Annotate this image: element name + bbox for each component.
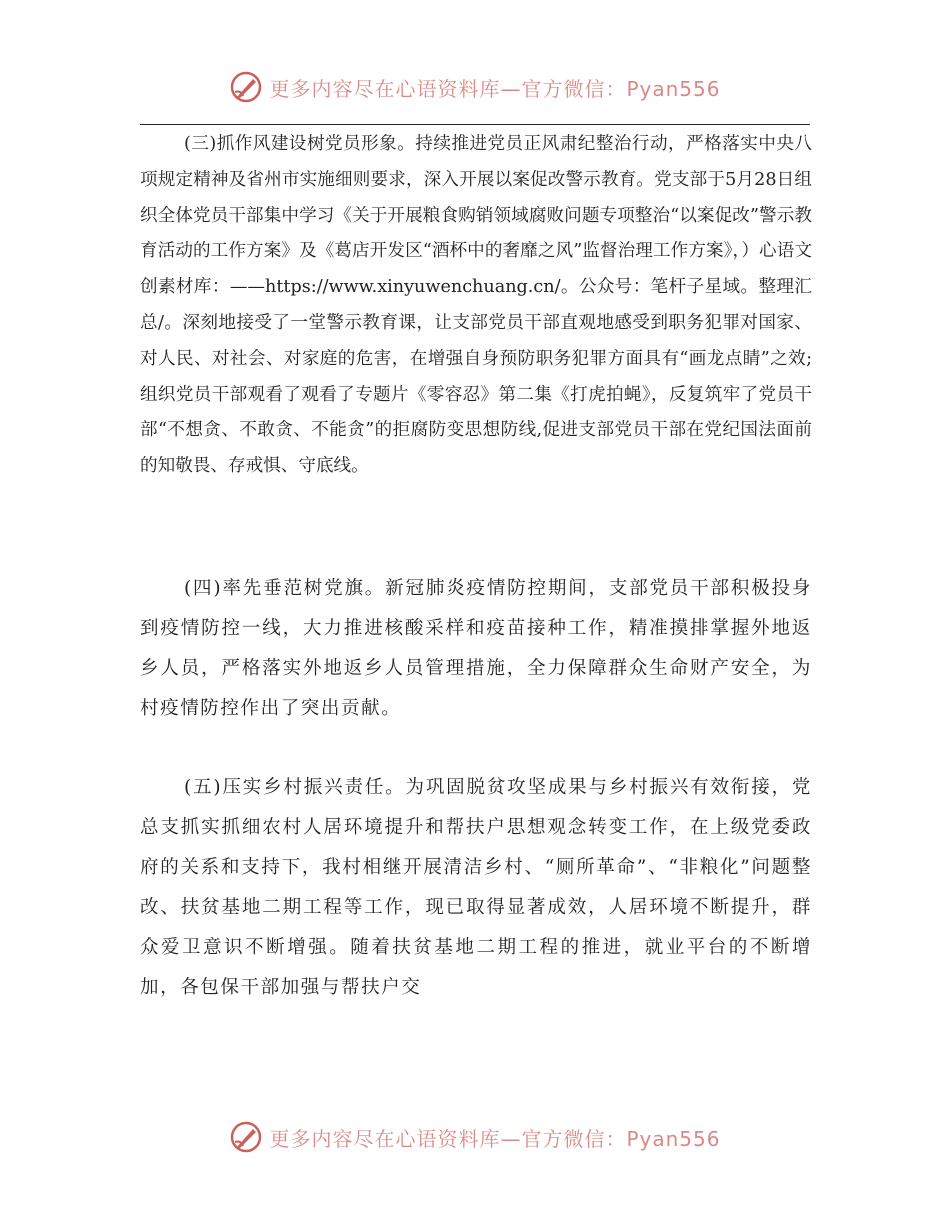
- quill-pen-logo-icon: [229, 1120, 263, 1154]
- header-divider: [140, 124, 810, 125]
- paragraph-rural-revitalization: [140, 768, 812, 1008]
- paragraph-party-conduct: [140, 127, 812, 485]
- header-banner: [0, 70, 950, 104]
- paragraph-text: (四)率先垂范树党旗。新冠肺炎疫情防控期间，支部党员干部积极投身到疫情防控一线，大力推进核酸采样和疫苗接种工作，精准摸排掌握外地返乡人员，严格落实外地返乡人员管理措施，全力保障群众生命财产安全，为村疫情防控作出了突出贡献。: [140, 578, 812, 719]
- quill-pen-logo-icon: [229, 70, 263, 104]
- footer-banner: [0, 1120, 950, 1154]
- banner-text: 更多内容尽在心语资料库—官方微信：Pyan556: [269, 76, 721, 101]
- paragraph-text: (三)抓作风建设树党员形象。持续推进党员正风肃纪整治行动，严格落实中央八项规定精神及省州市实施细则要求，深入开展以案促改警示教育。党支部于5月28日组织全体党员干部集中学习《关于开展粮食购销领域腐败问题专项整治“以案促改”警示教育活动的工作方案》及《葛店开发区“酒杯中的奢靡之风”监督治理工作方案》，）心语文创素材库：——https://www.xinyuwenchuang.cn/。公众号：笔杆子星域。整理汇总/。深刻地接受了一堂警示教育课，让支部党员干部直观地感受到职务犯罪对国家、对人民、对社会、对家庭的危害，在增强自身预防职务犯罪方面具有“画龙点睛”之效;组织党员干部观看了观看了专题片《零容忍》第二集《打虎拍蝇》，反复筑牢了党员干部“不想贪、不敢贪、不能贪”的拒腐防变思想防线,促进支部党员干部在党纪国法面前的知敬畏、存戒惧、守底线。: [140, 134, 812, 477]
- banner-text: 更多内容尽在心语资料库—官方微信：Pyan556: [269, 1126, 721, 1151]
- paragraph-exemplary-role: [140, 569, 812, 729]
- paragraph-text: (五)压实乡村振兴责任。为巩固脱贫攻坚成果与乡村振兴有效衔接，党总支抓实抓细农村人居环境提升和帮扶户思想观念转变工作，在上级党委政府的关系和支持下，我村相继开展清洁乡村、“厕所革命”、“非粮化”问题整改、扶贫基地二期工程等工作，现已取得显著成效，人居环境不断提升，群众爱卫意识不断增强。随着扶贫基地二期工程的推进，就业平台的不断增加，各包保干部加强与帮扶户交: [140, 777, 812, 998]
